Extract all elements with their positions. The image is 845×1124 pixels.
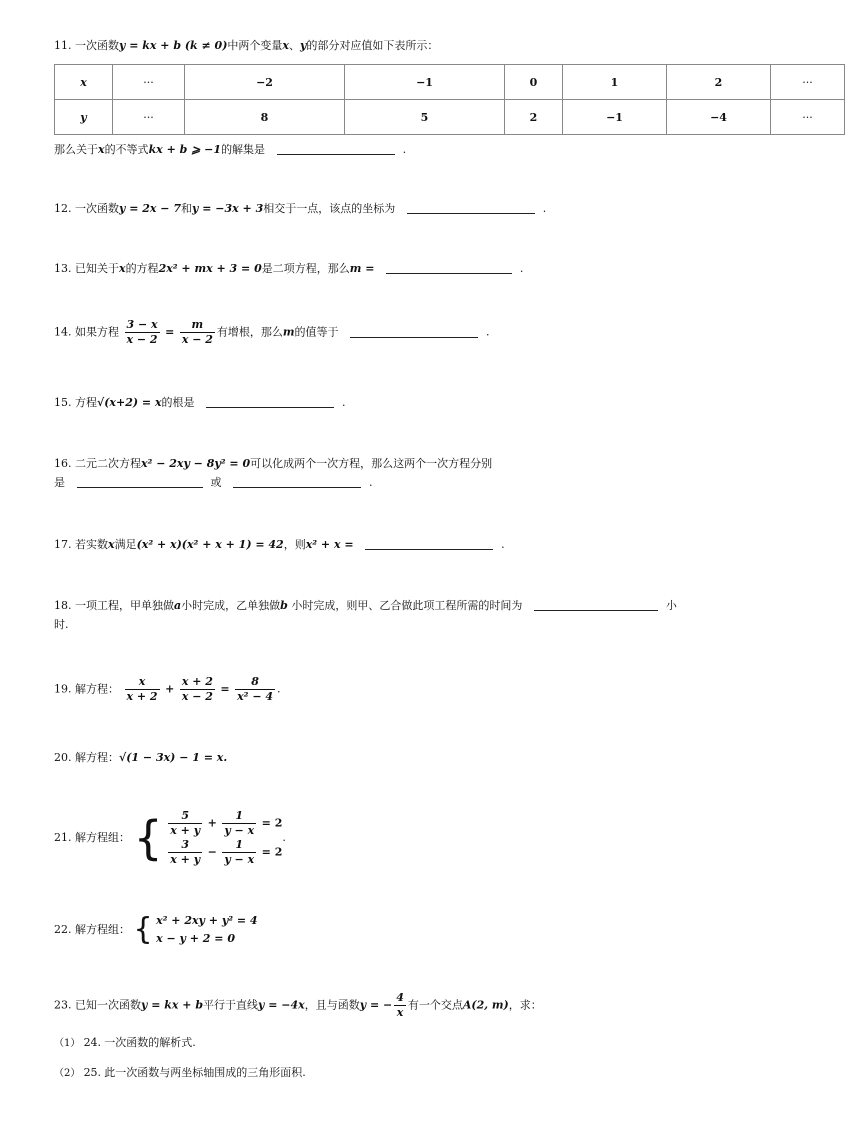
question-text: 和 [181, 202, 193, 215]
math-expression: A(2, m) [462, 998, 509, 1012]
denominator: x + y [170, 853, 201, 866]
fraction [168, 809, 202, 838]
equation-system [166, 809, 282, 867]
math-expression: y = −3x + 3 [192, 202, 264, 215]
period: . [519, 262, 524, 275]
question-number: 18. [54, 599, 72, 612]
answer-blank[interactable] [77, 475, 203, 488]
question-23 [54, 991, 754, 1020]
math-expression: m = [349, 262, 375, 275]
rhs: = 2 [261, 816, 283, 830]
question-text: 或 [210, 476, 222, 489]
math-expression: 2x² + mx + 3 = 0 [158, 262, 262, 275]
table-cell: y [55, 100, 113, 135]
question-text: 相交于一点，该点的坐标为 [263, 202, 396, 215]
answer-blank[interactable] [277, 142, 395, 155]
question-11 [54, 38, 754, 54]
math-var: y [299, 39, 307, 52]
question-number: 22. [54, 923, 72, 936]
question-text: 解方程组： [75, 923, 130, 936]
question-text: 那么关于 [54, 143, 98, 156]
answer-blank[interactable] [206, 395, 334, 408]
question-number: 12. [54, 202, 72, 215]
subquestion-2 [54, 1064, 306, 1080]
question-text: 平行于直线 [203, 998, 259, 1012]
question-21 [54, 808, 754, 868]
question-text: 小时完成，乙单独做 [181, 599, 281, 612]
numerator: 1 [222, 809, 256, 824]
math-var: a [174, 599, 182, 612]
table-cell: 5 [345, 100, 505, 135]
question-text: 的解集是 [221, 143, 266, 156]
question-text: 解方程： [75, 751, 119, 764]
question-text: 小时完成，则甲、乙合做此项工程所需的时间为 [287, 599, 523, 612]
table-cell: ··· [113, 65, 185, 100]
question-text: 已知关于 [75, 262, 119, 275]
table-cell: −4 [667, 100, 771, 135]
period: . [282, 831, 286, 844]
math-var: x [98, 143, 105, 156]
table-cell: ··· [113, 100, 185, 135]
answer-blank[interactable] [407, 201, 535, 214]
system-row [166, 838, 282, 867]
period: . [342, 396, 346, 409]
period: . [501, 538, 505, 551]
question-number: 15. [54, 396, 72, 409]
table-cell: −1 [563, 100, 667, 135]
subquestion-label: （2） [54, 1068, 81, 1079]
subquestion-label: （1） [54, 1038, 81, 1049]
question-text: 此一次函数与两坐标轴围成的三角形面积. [104, 1066, 306, 1079]
numerator: x [125, 675, 160, 690]
denominator: x − 2 [126, 333, 158, 346]
math-expression: (x² + x)(x² + x + 1) = 42 [136, 538, 284, 551]
fraction [394, 991, 406, 1020]
brace-symbol: { [133, 912, 153, 947]
denominator: x [396, 1006, 404, 1019]
equals-sign: = [220, 682, 230, 696]
table-cell: ··· [771, 100, 845, 135]
question-number: 16. [54, 457, 72, 470]
question-16 [54, 456, 754, 472]
period: . [542, 202, 547, 215]
table-cell: 1 [563, 65, 667, 100]
question-text: ，且与函数 [304, 998, 360, 1012]
table-cell: 2 [505, 100, 563, 135]
question-text: ，求： [508, 998, 542, 1012]
question-number: 14. [54, 325, 72, 339]
math-expression: y = − [359, 998, 393, 1012]
math-expression: y = −4x [258, 998, 305, 1012]
denominator: x − 2 [181, 333, 213, 346]
question-text: 有一个交点 [407, 998, 463, 1012]
question-text: 一次函数 [75, 39, 119, 52]
question-text: 的不等式 [104, 143, 149, 156]
question-text: 的根是 [161, 396, 195, 409]
table-cell: −2 [185, 65, 345, 100]
fraction [235, 675, 275, 704]
answer-blank[interactable] [386, 261, 512, 274]
question-text: 时. [54, 618, 69, 631]
subquestion-1 [54, 1034, 196, 1050]
equals-sign: = [165, 325, 175, 339]
question-15 [54, 395, 754, 411]
brace-symbol: { [133, 811, 163, 865]
plus-sign: + [165, 682, 175, 696]
question-number: 24. [83, 1036, 102, 1049]
period: . [369, 476, 373, 489]
fraction [180, 675, 215, 704]
question-number: 25. [83, 1066, 102, 1079]
system-row: x − y + 2 = 0 [156, 932, 235, 945]
rhs: = 2 [261, 845, 283, 859]
numerator: 4 [396, 991, 404, 1004]
question-text: 如果方程 [75, 325, 119, 339]
fraction [125, 318, 160, 347]
table-row [55, 100, 845, 135]
system-row: x² + 2xy + y² = 4 [156, 914, 258, 927]
answer-blank[interactable] [233, 475, 361, 488]
value-table [54, 64, 845, 135]
question-text: 若实数 [75, 538, 108, 551]
separator: 、 [288, 39, 300, 52]
answer-blank[interactable] [350, 325, 478, 338]
numerator: 5 [168, 809, 202, 824]
question-text: 一次函数的解析式. [104, 1036, 196, 1049]
denominator: x − 2 [181, 690, 213, 703]
numerator: 8 [235, 675, 275, 690]
question-19 [54, 675, 754, 704]
question-number: 21. [54, 831, 72, 844]
question-18-line2 [54, 617, 754, 633]
system-row [166, 809, 282, 838]
denominator: x + y [170, 824, 201, 837]
numerator: 3 − x [126, 318, 158, 331]
question-20 [54, 750, 754, 766]
question-text: 可以化成两个一次方程，那么这两个一次方程分别 [250, 457, 493, 470]
math-var: x [282, 39, 289, 52]
equation-system [156, 912, 257, 948]
period: . [486, 325, 490, 339]
period: . [277, 682, 281, 696]
math-expression: √(x+2) = x [97, 396, 162, 409]
denominator: y − x [224, 824, 255, 837]
question-text: 中两个变量 [227, 39, 283, 52]
table-cell: 2 [667, 65, 771, 100]
answer-blank[interactable] [534, 598, 658, 611]
math-expression: x² + x = [305, 538, 354, 551]
question-number: 13. [54, 262, 72, 275]
unit-text: 小 [665, 599, 677, 612]
question-number: 19. [54, 682, 72, 696]
question-text: 二元二次方程 [75, 457, 141, 470]
numerator: 3 [168, 838, 202, 853]
question-text: 满足 [114, 538, 137, 551]
math-expression: kx + b ⩾ −1 [148, 143, 222, 156]
question-text: 一项工程，甲单独做 [75, 599, 174, 612]
math-expression: y = kx + b (k ≠ 0) [119, 39, 228, 52]
question-text: 方程 [75, 396, 97, 409]
question-text: 一次函数 [75, 202, 119, 215]
period: . [402, 143, 407, 156]
math-var: m [282, 325, 295, 339]
table-row [55, 65, 845, 100]
denominator: x + 2 [126, 690, 158, 703]
question-text: 解方程组： [75, 831, 130, 844]
question-12 [54, 201, 754, 217]
question-text: 解方程： [75, 682, 119, 696]
question-text: ，则 [283, 538, 306, 551]
math-var: x [119, 262, 126, 275]
denominator: x² − 4 [237, 690, 274, 703]
fraction [125, 675, 160, 704]
math-expression: y = kx + b [141, 998, 204, 1012]
fraction [168, 838, 202, 867]
numerator: x + 2 [181, 675, 213, 688]
denominator: y − x [224, 853, 255, 866]
question-text: 的值等于 [294, 325, 339, 339]
question-number: 23. [54, 998, 72, 1012]
question-14 [54, 318, 754, 347]
question-22 [54, 912, 754, 948]
math-var: b [280, 599, 288, 612]
answer-blank[interactable] [365, 537, 493, 550]
table-cell: ··· [771, 65, 845, 100]
operator: − [207, 845, 217, 859]
question-number: 20. [54, 751, 72, 764]
question-17 [54, 537, 754, 553]
numerator: 1 [222, 838, 256, 853]
fraction [222, 838, 256, 867]
question-text: 的部分对应值如下表所示： [306, 39, 439, 52]
question-number: 17. [54, 538, 72, 551]
table-cell: x [55, 65, 113, 100]
math-var: x [108, 538, 115, 551]
table-cell: 0 [505, 65, 563, 100]
operator: + [207, 816, 217, 830]
math-expression: √(1 − 3x) − 1 = x. [119, 751, 228, 764]
math-expression: y = 2x − 7 [119, 202, 182, 215]
math-expression: x² − 2xy − 8y² = 0 [141, 457, 251, 470]
question-text: 有增根，那么 [216, 325, 283, 339]
fraction [222, 809, 256, 838]
fraction [180, 318, 215, 347]
question-13 [54, 261, 754, 277]
question-16-line2 [54, 475, 754, 491]
question-text: 是 [54, 476, 65, 489]
question-number: 11. [54, 39, 72, 52]
numerator: m [180, 318, 215, 333]
question-text: 是二项方程，那么 [261, 262, 350, 275]
table-cell: 8 [185, 100, 345, 135]
question-text: 已知一次函数 [75, 998, 141, 1012]
question-18 [54, 598, 754, 614]
question-text: 的方程 [125, 262, 159, 275]
table-cell: −1 [345, 65, 505, 100]
question-11-follow [54, 142, 754, 158]
